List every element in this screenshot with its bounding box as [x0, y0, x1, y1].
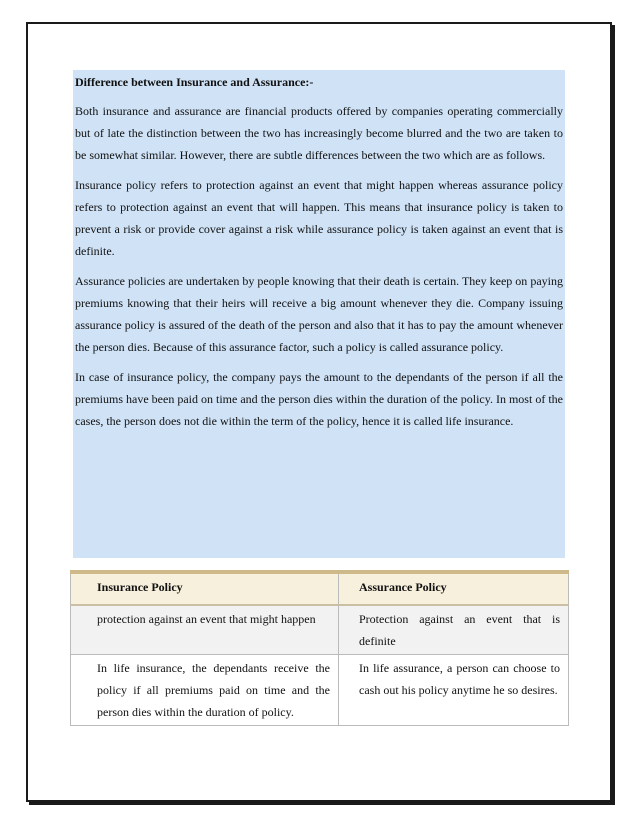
table-cell: In life assurance, a person can choose to cash out his policy anytime he so desires. — [339, 655, 569, 726]
text-section — [73, 70, 565, 558]
paragraph-3: Assurance policies are undertaken by people knowing that their death is certain. They keep on paying premiums knowing that their heirs will receive a big amount whenever they die. Company issuing assurance policy is assured of the death of the person and also that it has to pay the amount whenever the person dies. Because of this assurance factor, such a policy is called assurance policy. — [75, 274, 563, 354]
table-header-row — [71, 572, 569, 605]
table-row — [71, 655, 569, 726]
header-assurance-policy: Assurance Policy — [339, 572, 569, 605]
table-row — [71, 605, 569, 655]
header-insurance-policy: Insurance Policy — [71, 572, 339, 605]
comparison-table — [70, 570, 569, 726]
section-heading: Difference between Insurance and Assurance:- — [75, 75, 314, 89]
table-cell: In life insurance, the dependants receive the policy if all premiums paid on time and the person dies within the duration of policy. — [71, 655, 339, 726]
table-cell: protection against an event that might happen — [71, 605, 339, 655]
paragraph-1: Both insurance and assurance are financial products offered by companies operating commercially but of late the distinction between the two has increasingly become blurred and the two are taken to be somewhat similar. However, there are subtle differences between the two which are as follows. — [75, 104, 563, 162]
paragraph-4: In case of insurance policy, the company pays the amount to the dependants of the person if all the premiums have been paid on time and the person dies within the duration of the policy. In most of the cases, the person does not die within the term of the policy, hence it is called life insurance. — [75, 370, 563, 428]
paragraph-2: Insurance policy refers to protection against an event that might happen whereas assurance policy refers to protection against an event that will happen. This means that insurance policy is taken to prevent a risk or provide cover against a risk while assurance policy is taken against an event that is definite. — [75, 178, 563, 258]
table-cell: Protection against an event that is definite — [339, 605, 569, 655]
